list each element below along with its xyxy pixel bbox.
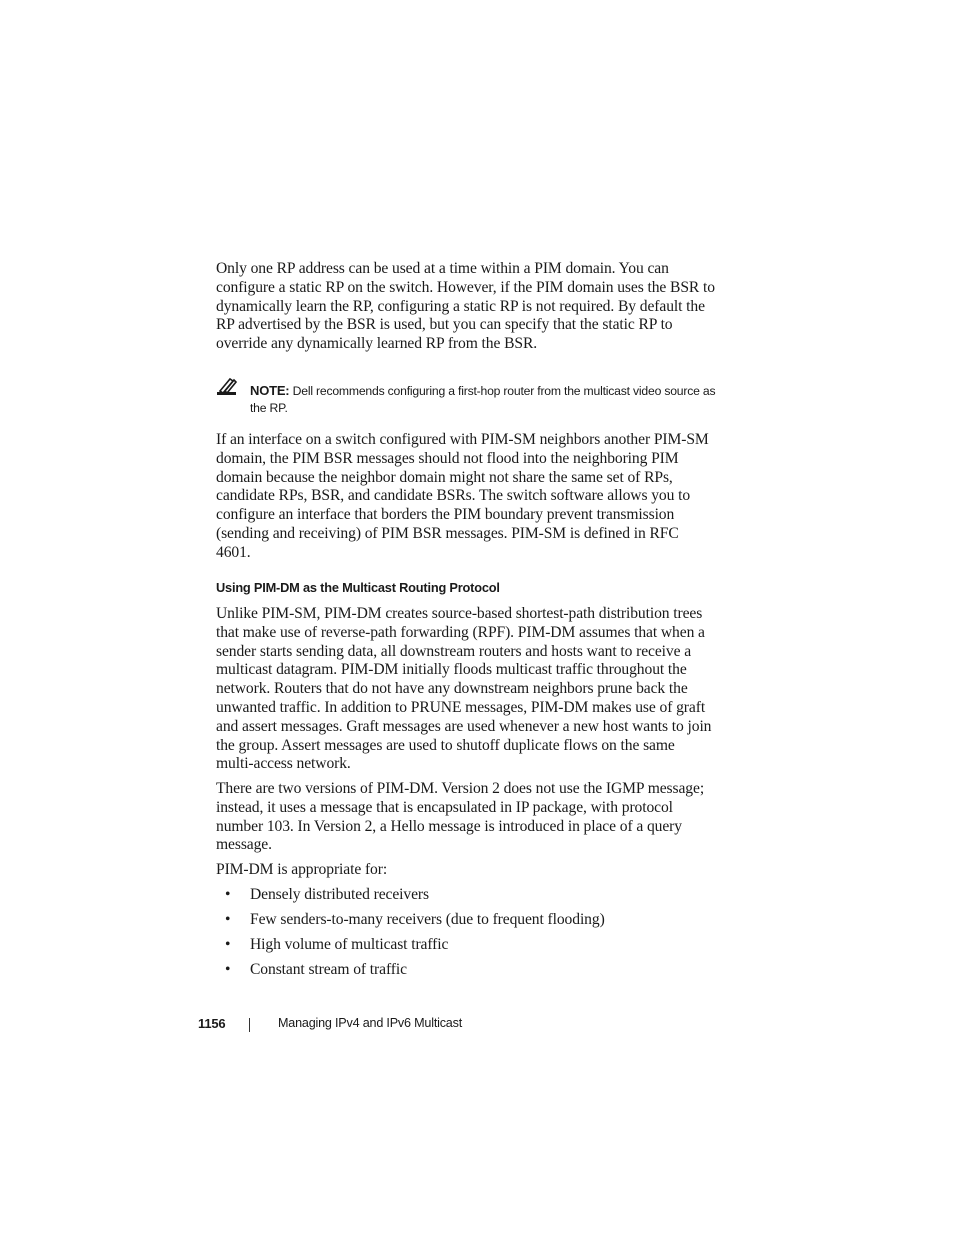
footer-chapter-title: Managing IPv4 and IPv6 Multicast	[278, 1016, 463, 1030]
bullet-dot: •	[225, 911, 231, 929]
paragraph-pim-dm-overview: Unlike PIM-SM, PIM-DM creates source-based shortest-path distribution trees that make use of reverse-path forwarding (RPF). PIM-DM assumes that when a sender starts sending data, all downstream routers and hosts want to receive a multicast datagram. PIM-DM initially floods multicast traffic throughout the network. Routers that do not have any downstream neighbors prune back the unwanted traffic. In addition to PRUNE messages, PIM-DM makes use of graft and assert messages. Graft messages are used whenever a new host wants to join the group. Assert messages are used to shutoff duplicate flows on the same multi-access network.	[216, 605, 712, 773]
bullet-dot: •	[225, 936, 231, 954]
paragraph-bsr-boundary: If an interface on a switch configured with PIM-SM neighbors another PIM-SM domain, the PIM BSR messages should not flood into the neighboring PIM domain because the neighbor domain might not share the same set of RPs, candidate RPs, BSR, and candidate BSRs. The switch software allows you to configure an interface that borders the PIM boundary prevent transmission (sending and receiving) of PIM BSR messages. PIM-SM is defined in RFC 4601.	[216, 431, 709, 561]
bullet-list	[216, 886, 716, 986]
bullet-dot: •	[225, 886, 231, 903]
note-body: Dell recommends configuring a first-hop router from the multicast video source as the RP.	[250, 384, 716, 415]
list-item	[216, 886, 716, 905]
note-box	[216, 375, 716, 419]
list-item	[216, 936, 716, 955]
paragraph-pim-dm-versions: There are two versions of PIM-DM. Version 2 does not use the IGMP message; instead, it uses a message that is encapsulated in IP package, with protocol number 103. In Version 2, a Hello message is introduced in place of a query message.	[216, 780, 705, 854]
list-item	[216, 961, 716, 980]
paragraph-static-rp: Only one RP address can be used at a time within a PIM domain. You can configure a static RP on the switch. However, if the PIM domain uses the BSR to dynamically learn the RP, configuring a static RP is not required. By default the RP advertised by the BSR is used, but you can specify that the static RP to override any dynamically learned RP from the BSR.	[216, 260, 715, 353]
list-item-text: Densely distributed receivers	[250, 886, 429, 903]
note-label: NOTE:	[250, 383, 290, 398]
list-item-text: Constant stream of traffic	[250, 961, 407, 979]
footer-separator	[249, 1018, 250, 1032]
page-number: 1156	[198, 1016, 226, 1031]
note-pencil-icon	[216, 377, 238, 397]
bullet-dot: •	[225, 961, 231, 979]
list-item	[216, 911, 716, 930]
note-text	[250, 382, 720, 417]
list-item-text: Few senders-to-many receivers (due to frequent flooding)	[250, 911, 605, 929]
list-item-text: High volume of multicast traffic	[250, 936, 449, 954]
section-heading: Using PIM-DM as the Multicast Routing Protocol	[216, 580, 500, 595]
paragraph-appropriate-for: PIM-DM is appropriate for:	[216, 861, 388, 878]
